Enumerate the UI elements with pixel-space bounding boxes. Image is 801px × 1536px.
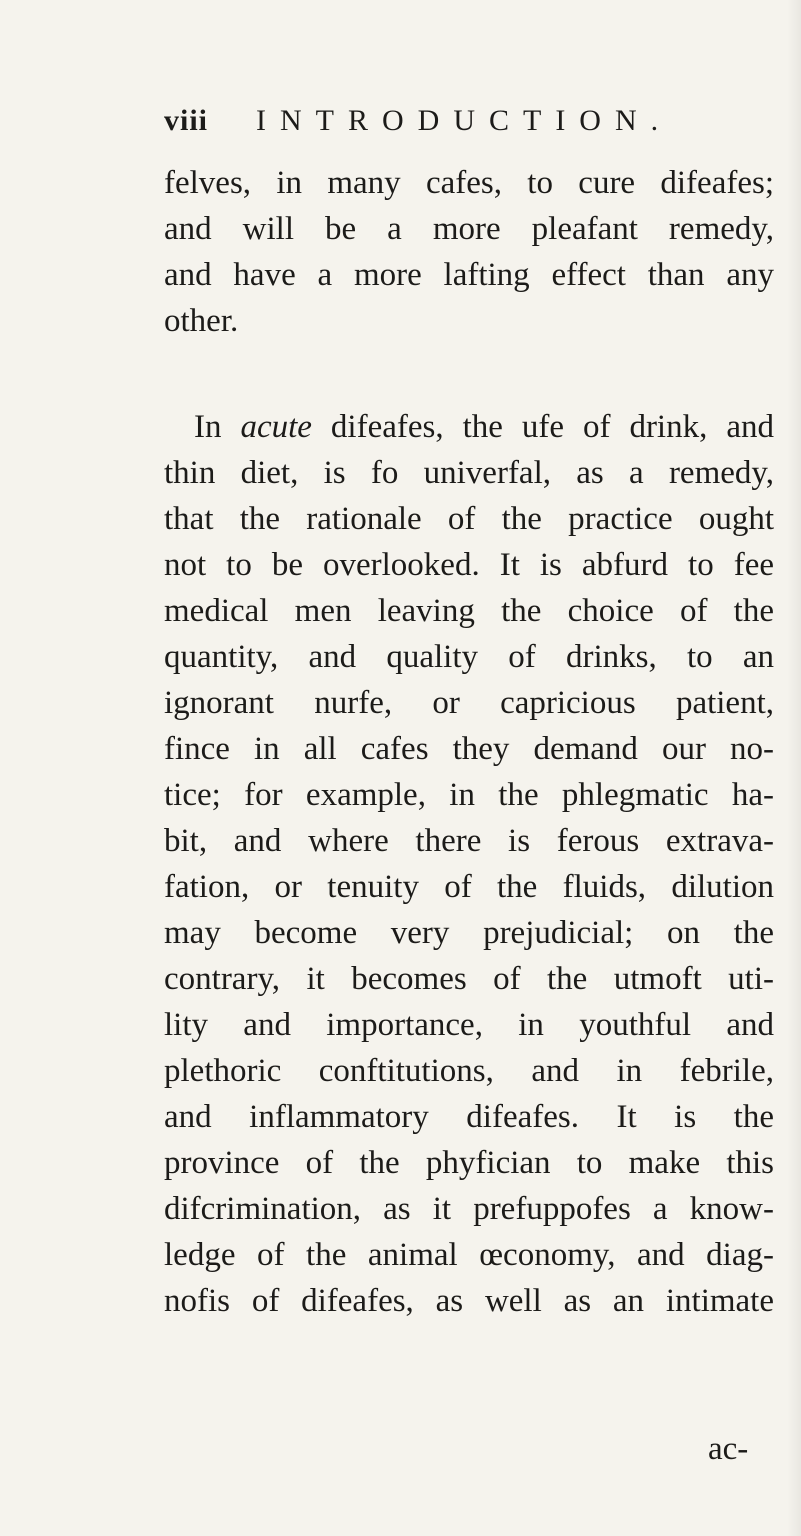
- text-line: tice; for example, in the phlegmatic ha-: [164, 777, 774, 813]
- paragraph-2: [164, 404, 774, 1324]
- text-line: bit, and where there is ferous extrava-: [164, 823, 774, 859]
- line-text-before: In: [194, 409, 241, 445]
- text-line: fince in all cafes they demand our no-: [164, 731, 774, 767]
- italic-emphasis: acute: [240, 409, 312, 445]
- text-line: that the rationale of the practice ought: [164, 501, 774, 537]
- catchword: ac-: [708, 1431, 749, 1467]
- running-head: INTRODUCTION.: [256, 104, 673, 137]
- text-line: [164, 404, 774, 450]
- text-line: province of the phyfician to make this: [164, 1145, 774, 1181]
- text-line: and have a more lafting effect than any: [164, 257, 774, 293]
- text-line: ignorant nurfe, or capricious patient,: [164, 685, 774, 721]
- text-line: lity and importance, in youthful and: [164, 1007, 774, 1043]
- text-line: nofis of difeafes, as well as an intimate: [164, 1283, 774, 1319]
- text-line: not to be overlooked. It is abfurd to fee: [164, 547, 774, 583]
- page-number: viii: [164, 104, 209, 137]
- text-line: and inflammatory difeafes. It is the: [164, 1099, 774, 1135]
- text-line: contrary, it becomes of the utmoft uti-: [164, 961, 774, 997]
- text-line: may become very prejudicial; on the: [164, 915, 774, 951]
- text-line: difcrimination, as it prefuppofes a know-: [164, 1191, 774, 1227]
- text-line: and will be a more pleafant remedy,: [164, 211, 774, 247]
- page-header: [164, 104, 764, 154]
- text-line: other.: [164, 303, 239, 339]
- page-edge-shadow: [787, 0, 801, 1536]
- text-line: quantity, and quality of drinks, to an: [164, 639, 774, 675]
- paragraph-1: [164, 160, 774, 344]
- text-line: ledge of the animal œconomy, and diag-: [164, 1237, 774, 1273]
- paragraph-gap: [164, 344, 774, 404]
- line-text-after: difeafes, the ufe of drink, and: [311, 409, 774, 445]
- text-line: plethoric conftitutions, and in febrile,: [164, 1053, 774, 1089]
- text-line: thin diet, is fo univerfal, as a remedy,: [164, 455, 774, 491]
- text-line: medical men leaving the choice of the: [164, 593, 774, 629]
- body-text: [164, 160, 774, 1324]
- text-line: felves, in many cafes, to cure difeafes;: [164, 165, 774, 201]
- text-line: fation, or tenuity of the fluids, dilution: [164, 869, 774, 905]
